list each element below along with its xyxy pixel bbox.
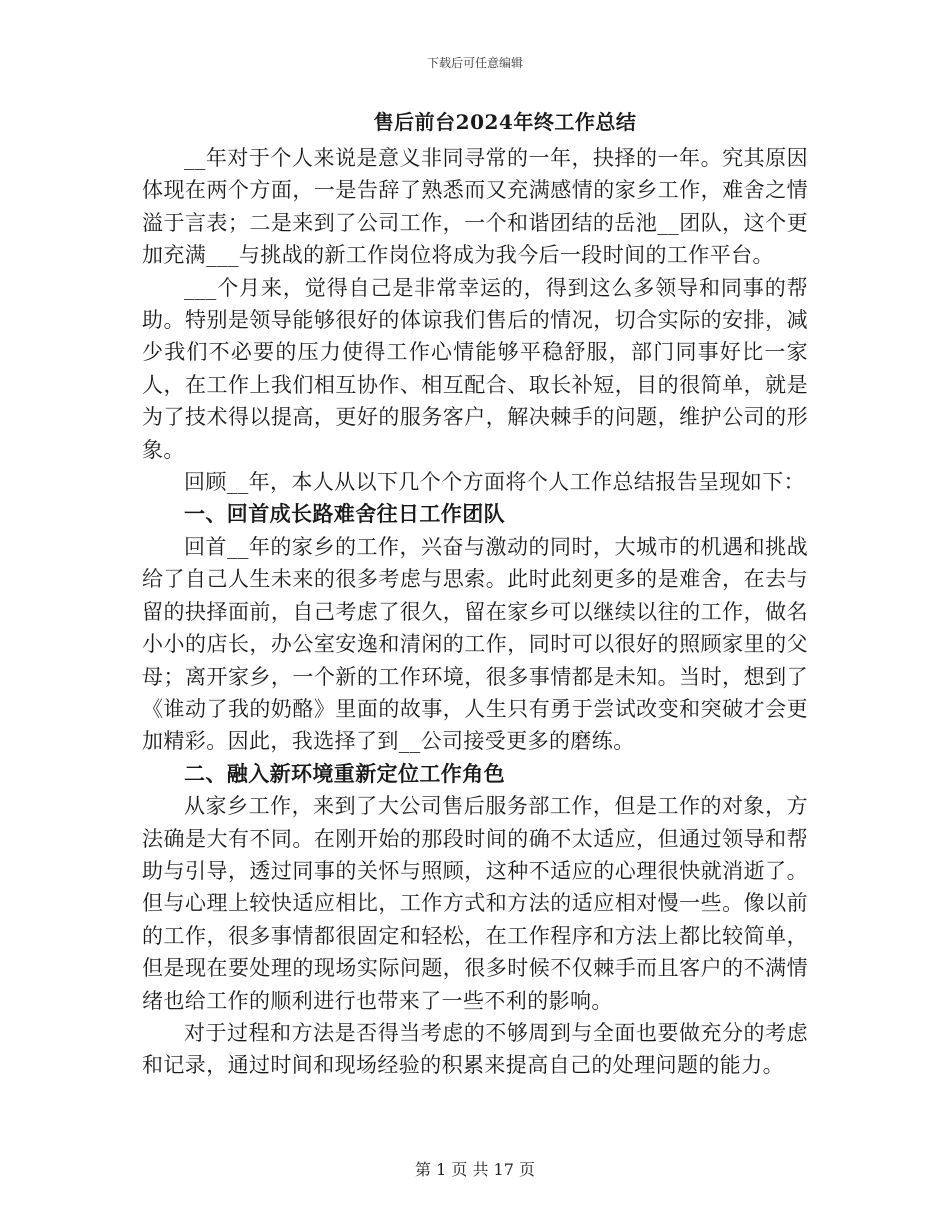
paragraph-thanks: ___个月来，觉得自己是非常幸运的，得到这么多领导和同事的帮助。特别是领导能够很好的体谅我们售后的情况，切合实际的安排，减少我们不必要的压力使得工作心情能够平稳舒服，部门同事好比一家人，在工作上我们相互协作、相互配合、取长补短，目的很简单，就是为了技术得以提高，更好的服务客户，解决棘手的问题，维护公司的形象。 — [142, 275, 808, 462]
section-heading-1: 一、回首成长路难舍往日工作团队 — [184, 501, 505, 527]
paragraph-intro: __年对于个人来说是意义非同寻常的一年，抉择的一年。究其原因体现在两个方面，一是告辞了熟悉而又充满感情的家乡工作，难舍之情溢于言表；二是来到了公司工作，一个和谐团结的岳池__团队，这个更加充满___与挑战的新工作岗位将成为我今后一段时间的工作平台。 — [142, 146, 808, 268]
paragraph-section-1: 回首__年的家乡的工作，兴奋与激动的同时，大城市的机遇和挑战给了自己人生未来的很多考虑与思索。此时此刻更多的是难舍，在去与留的抉择面前，自己考虑了很久，留在家乡可以继续以往的工作，做名小小的店长，办公室安逸和清闲的工作，同时可以很好的照顾家里的父母；离开家乡，一个新的工作环境，很多事情都是未知。当时，想到了《谁动了我的奶酪》里面的故事，人生只有勇于尝试改变和突破才会更加精彩。因此，我选择了到__公司接受更多的磨练。 — [142, 534, 808, 754]
document-body — [142, 104, 808, 1082]
page-footer: 第 1 页 共 17 页 — [415, 1160, 535, 1179]
paragraph-section-2-cont: 对于过程和方法是否得当考虑的不够周到与全面也要做充分的考虑和记录，通过时间和现场经验的积累来提高自己的处理问题的能力。 — [142, 1020, 808, 1078]
document-title: 售后前台2024年终工作总结 — [373, 110, 637, 134]
paragraph-section-2: 从家乡工作，来到了大公司售后服务部工作，但是工作的对象，方法确是大有不同。在刚开始的那段时间的确不太适应，但通过领导和帮助与引导，透过同事的关怀与照顾，这种不适应的心理很快就消逝了。但与心理上较快适应相比，工作方式和方法的适应相对慢一些。像以前的工作，很多事情都很固定和轻松，在工作程序和方法上都比较简单，但是现在要处理的现场实际问题，很多时候不仅棘手而且客户的不满情绪也给工作的顺利进行也带来了一些不利的影响。 — [142, 794, 808, 1013]
section-heading-2: 二、融入新环境重新定位工作角色 — [184, 760, 505, 786]
header-note: 下载后可任意编辑 — [426, 56, 523, 70]
paragraph-review: 回顾__年，本人从以下几个个方面将个人工作总结报告呈现如下： — [184, 470, 805, 495]
